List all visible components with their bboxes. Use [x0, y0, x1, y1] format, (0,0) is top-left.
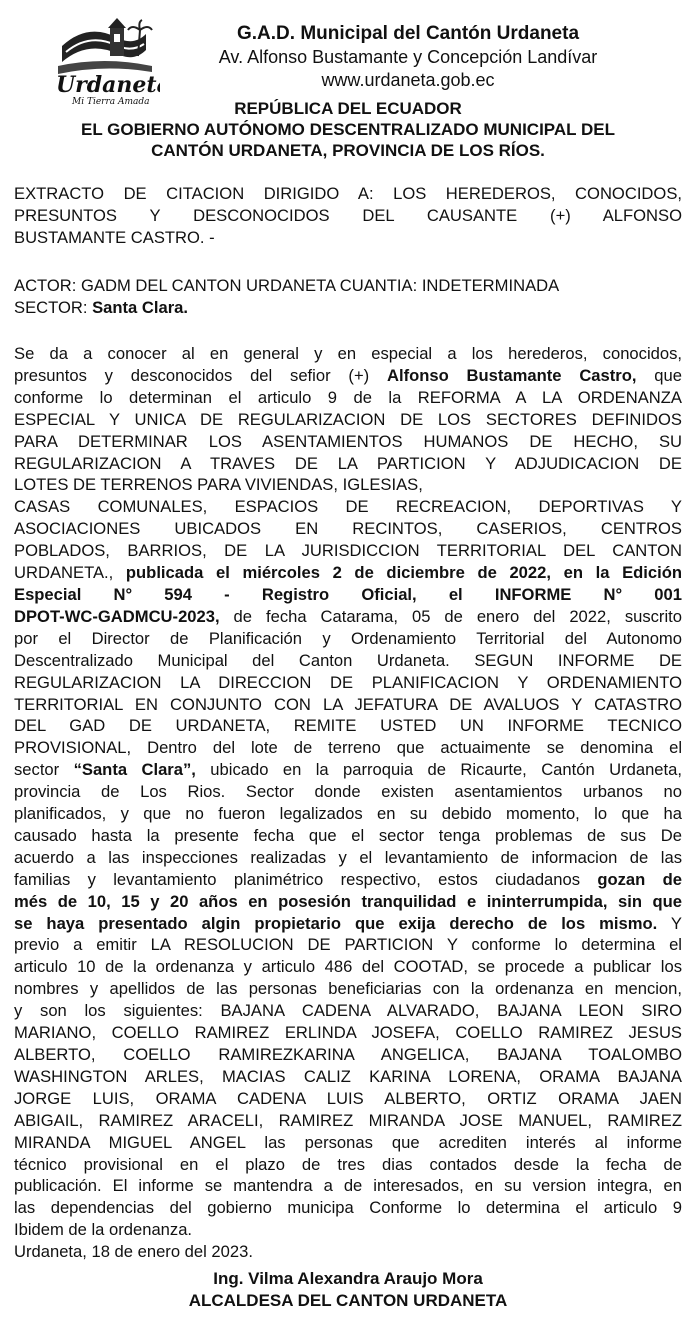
body-line: MIRANDA MIGUEL ANGEL las personas que acrediten interés al informe: [14, 1132, 682, 1152]
body-line: [14, 891, 682, 913]
place-date-line: Urdaneta, 18 de enero del 2023.: [14, 1242, 253, 1262]
body-line: articulo 10 de la ordenanza y articulo 486 del COOTAD, se procede a publicar los: [14, 957, 682, 977]
body-line: y son los siguientes: BAJANA CADENA ALVARADO, BAJANA LEON SIRO: [14, 1001, 682, 1021]
body-line: técnico provisional en el plazo de tres dias contados desde la fecha de: [14, 1154, 682, 1174]
org-name: G.A.D. Municipal del Cantón Urdaneta: [236, 23, 580, 44]
extract-line: EXTRACTO DE CITACION DIRIGIDO A: LOS HEREDEROS, CONOCIDOS,: [14, 184, 682, 203]
body-line: [14, 869, 682, 891]
sector-value: Santa Clara.: [92, 297, 188, 317]
body-text: que: [636, 365, 682, 385]
body-text: sector: [14, 760, 74, 780]
body-line: LOTES DE TERRENOS PARA VIVIENDAS, IGLESIAS,: [14, 475, 423, 495]
actor-paragraph: [14, 275, 682, 319]
body-line: PARA DETERMINAR LOS ASENTAMIENTOS HUMANOS DE HECHO, SU: [14, 431, 682, 451]
signatory-title: ALCALDESA DEL CANTON URDANETA: [188, 1291, 508, 1310]
body-text: familias y levantamiento planimétrico respectivo, estos ciudadanos: [14, 869, 598, 889]
possession-text: se haya presentado algin propietario que exija derecho de los mismo.: [14, 913, 658, 933]
body-line: planificados, y que no fueron legalizados en su debido momento, lo que ha: [14, 804, 682, 824]
org-website: www.urdaneta.gob.ec: [321, 70, 495, 90]
report-number: DPOT-WC-GADMCU-2023,: [14, 606, 220, 626]
extract-line: PRESUNTOS Y DESCONOCIDOS DEL CAUSANTE (+) ALFONSO: [14, 205, 682, 225]
body-line: ABIGAIL, RAMIREZ ARACELI, RAMIREZ MIRANDA JOSE MANUEL, RAMIREZ: [14, 1110, 682, 1130]
body-line: ASOCIACIONES UBICADOS EN RECINTOS, CASERIOS, CENTROS: [14, 519, 682, 539]
body-line: [14, 365, 682, 387]
body-line: [14, 759, 682, 781]
body-line: [14, 562, 682, 584]
body-line: Se da a conocer al en general y en especial a los herederos, conocidos,: [14, 344, 682, 363]
body-line: conforme lo determinan el articulo 9 de la REFORMA A LA ORDENANZA: [14, 387, 682, 407]
body-line: MARIANO, COELLO RAMIREZ ERLINDA JOSEFA, COELLO RAMIREZ JESUS: [14, 1023, 682, 1043]
signatory-name: Ing. Vilma Alexandra Araujo Mora: [213, 1269, 483, 1288]
svg-text:Urdaneta: Urdaneta: [56, 72, 160, 98]
header-org-block: [168, 22, 648, 92]
body-line: JORGE LUIS, ORAMA CADENA LUIS ALBERTO, ORTIZ ORAMA JAEN: [14, 1088, 682, 1108]
sector-line: [14, 297, 682, 319]
body-line: PROVISIONAL, Dentro del lote de terreno que actuaimente se denomina el: [14, 738, 682, 758]
body-line: POBLADOS, BARRIOS, DE LA JURISDICCION TERRITORIAL DEL CANTON: [14, 541, 682, 561]
body-line: REGULARIZACION A TRAVES DE LA PARTICION Y ADJUDICACION DE: [14, 453, 682, 473]
registry-reference: Especial N° 594 - Registro Oficial, el INFORME N° 001: [14, 584, 682, 604]
possession-text: gozan de: [597, 869, 682, 889]
deceased-name: Alfonso Bustamante Castro,: [386, 365, 637, 385]
body-line: Ibidem de la ordenanza.: [14, 1220, 193, 1240]
body-line: [14, 606, 682, 628]
extract-paragraph: [14, 183, 682, 249]
body-line: ESPECIAL Y UNICA DE REGULARIZACION DE LOS SECTORES DEFINIDOS: [14, 409, 682, 429]
government-heading: [10, 98, 686, 161]
actor-line: ACTOR: GADM DEL CANTON URDANETA CUANTIA: INDETERMINADA: [14, 276, 560, 295]
body-line: [14, 913, 682, 935]
body-text: de fecha Catarama, 05 de enero del 2022, suscrito: [219, 606, 682, 626]
body-line: REGULARIZACION LA DIRECCION DE PLANIFICACION Y ORDENAMIENTO: [14, 672, 682, 692]
svg-text:Mi Tierra Amada: Mi Tierra Amada: [72, 97, 150, 107]
body-line: previo a emitir LA RESOLUCION DE PARTICION Y conforme lo determina el: [14, 935, 682, 955]
citation-body: [14, 343, 682, 1263]
government-line-2: CANTÓN URDANETA, PROVINCIA DE LOS RÍOS.: [151, 141, 545, 160]
publication-date: publicada el miércoles 2 de diciembre de 2022, en la Edición: [125, 563, 682, 583]
government-line-1: EL GOBIERNO AUTÓNOMO DESCENTRALIZADO MUNICIPAL DEL: [81, 120, 615, 139]
body-text: URDANETA.,: [14, 563, 126, 583]
body-line: CASAS COMUNALES, ESPACIOS DE RECREACION, DEPORTIVAS Y: [14, 497, 682, 517]
body-text: ubicado en la parroquia de Ricaurte, Cantón Urdaneta,: [195, 760, 682, 780]
body-text: presuntos y desconocidos del sefior (+): [14, 365, 387, 385]
body-line: ALBERTO, COELLO RAMIREZKARINA ANGELICA, BAJANA TOALOMBO: [14, 1045, 682, 1064]
body-line: WASHINGTON ARLES, MACIAS CALIZ KARINA LORENA, ORAMA BAJANA: [14, 1066, 682, 1086]
body-line: DEL GAD DE URDANETA, REMITE USTED UN INFORME TECNICO: [14, 716, 682, 736]
extract-line: BUSTAMANTE CASTRO. -: [14, 227, 215, 247]
body-line: [14, 584, 682, 606]
body-line: causado hasta la presente fecha que el sector tenga problemas de sus De: [14, 825, 682, 845]
body-line: por el Director de Planificación y Ordenamiento Territorial del Autonomo: [14, 628, 682, 648]
signature-block: [10, 1268, 686, 1312]
possession-text: 10, 15 y 20 años en posesión tranquilidad e ininterrumpida, sin que: [87, 891, 682, 911]
possession-text: més de: [14, 891, 88, 911]
body-line: nombres y apellidos de las personas beneficiarias con la ordenanza en mencion,: [14, 979, 682, 999]
republic-line: REPÚBLICA DEL ECUADOR: [234, 99, 462, 118]
body-line: publicación. El informe se mantendra a de interesados, en su version integra, en: [14, 1176, 682, 1196]
org-address: Av. Alfonso Bustamante y Concepción Landívar: [218, 47, 598, 67]
body-line: las dependencias del gobierno municipa Conforme lo determina el articulo 9: [14, 1198, 682, 1218]
body-line: acuerdo a las inspecciones realizadas y el levantamiento de informacion de las: [14, 847, 682, 867]
sector-label: SECTOR:: [14, 297, 93, 317]
body-line: Descentralizado Municipal del Canton Urdaneta. SEGUN INFORME DE: [14, 650, 682, 670]
body-line: TERRITORIAL EN CONJUNTO CON LA JEFATURA DE AVALUOS Y CATASTRO: [14, 694, 682, 714]
body-text: Y: [657, 913, 682, 933]
sector-name: “Santa Clara”,: [73, 760, 196, 780]
body-line: provincia de Los Rios. Sector donde existen asentamientos urbanos no: [14, 782, 682, 802]
